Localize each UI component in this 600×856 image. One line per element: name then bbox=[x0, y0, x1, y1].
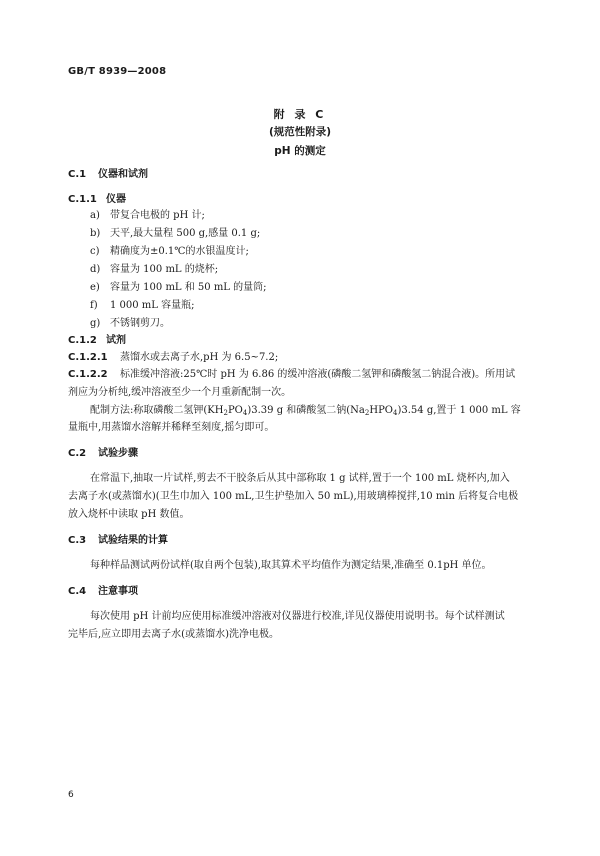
annex-title: 附 录 C bbox=[273, 108, 327, 121]
clause-text: 标准缓冲溶液:25℃时 pH 为 6.86 的缓冲溶液(磷酸二氢钾和磷酸氢二钠混合液)。所用试 bbox=[120, 369, 516, 380]
section-number: C.1 bbox=[68, 169, 87, 180]
section-c2-heading bbox=[68, 447, 138, 461]
list-item bbox=[90, 263, 218, 277]
paragraph-line: 在常温下,抽取一片试样,剪去不干胶条后从其中部称取 1 g 试样,置于一个 100 mL 烧杯内,加入 bbox=[90, 473, 510, 484]
section-c12-heading bbox=[68, 334, 126, 348]
prep-text: )3.54 g,置于 1 000 mL 容 bbox=[397, 405, 521, 416]
section-title: 仪器 bbox=[106, 194, 126, 205]
list-item bbox=[90, 281, 267, 295]
clause-number: C.1.2.2 bbox=[68, 369, 108, 380]
section-title: 试剂 bbox=[106, 335, 126, 346]
subscript: 4 bbox=[393, 409, 398, 417]
prep-text: HPO bbox=[369, 405, 394, 416]
section-c1-heading bbox=[68, 168, 148, 182]
clause-number: C.1.2.1 bbox=[68, 352, 108, 363]
list-item-label: c) bbox=[90, 246, 100, 257]
section-c11-heading bbox=[68, 193, 126, 207]
section-title: 仪器和试剂 bbox=[98, 169, 148, 180]
section-c3-heading bbox=[68, 534, 168, 548]
section-c4-heading bbox=[68, 585, 138, 599]
paragraph-line: 放入烧杯中读取 pH 数值。 bbox=[68, 509, 190, 520]
list-item bbox=[90, 299, 194, 313]
clause-text-continued: 剂应为分析纯,缓冲溶液至少一个月重新配制一次。 bbox=[68, 387, 292, 398]
annex-subject: pH 的测定 bbox=[274, 145, 326, 157]
clause-c121 bbox=[68, 351, 278, 365]
list-item-text: 精确度为±0.1℃的水银温度计; bbox=[110, 246, 249, 257]
list-item-text: 容量为 100 mL 和 50 mL 的量筒; bbox=[110, 282, 267, 293]
prep-text: )3.39 g 和磷酸氢二钠(Na bbox=[247, 405, 365, 416]
page-number: 6 bbox=[68, 790, 74, 800]
list-item bbox=[90, 209, 205, 223]
section-number: C.1.2 bbox=[68, 335, 97, 346]
prep-text: PO bbox=[227, 405, 243, 416]
section-number: C.1.1 bbox=[68, 194, 97, 205]
preparation-method bbox=[90, 404, 521, 420]
clause-text: 蒸馏水或去离子水,pH 为 6.5~7.2; bbox=[120, 352, 279, 363]
list-item-label: a) bbox=[90, 210, 100, 221]
subscript: 2 bbox=[364, 409, 370, 417]
paragraph-line: 完毕后,应立即用去离子水(或蒸馏水)洗净电极。 bbox=[68, 629, 279, 640]
section-title: 试验步骤 bbox=[98, 448, 138, 459]
list-item-text: 带复合电极的 pH 计; bbox=[110, 210, 205, 221]
standard-code: GB/T 8939—2008 bbox=[68, 66, 167, 77]
list-item-label: b) bbox=[90, 228, 101, 239]
paragraph-line: 每种样品测试两份试样(取自两个包装),取其算术平均值作为测定结果,准确至 0.1pH 单位。 bbox=[90, 560, 492, 571]
section-number: C.2 bbox=[68, 448, 87, 459]
list-item bbox=[90, 245, 249, 259]
list-item-text: 天平,最大量程 500 g,感量 0.1 g; bbox=[110, 228, 261, 239]
subscript: 4 bbox=[242, 409, 248, 417]
list-item-label: d) bbox=[90, 264, 101, 275]
list-item bbox=[90, 227, 260, 241]
list-item-text: 1 000 mL 容量瓶; bbox=[110, 300, 195, 311]
section-number: C.4 bbox=[68, 586, 87, 597]
list-item-label: f) bbox=[90, 300, 98, 311]
list-item-label: g) bbox=[90, 318, 101, 329]
preparation-method-continued: 量瓶中,用蒸馏水溶解并稀释至刻度,摇匀即可。 bbox=[68, 422, 275, 433]
paragraph-line: 去离子水(或蒸馏水)(卫生巾加入 100 mL,卫生护垫加入 50 mL),用玻璃棒搅拌,10 min 后将复合电极 bbox=[68, 491, 519, 502]
section-title: 试验结果的计算 bbox=[98, 535, 168, 546]
clause-c122 bbox=[68, 368, 515, 382]
list-item-text: 不锈钢剪刀。 bbox=[110, 318, 170, 329]
list-item bbox=[90, 317, 170, 331]
prep-text: 配制方法:称取磷酸二氢钾(KH bbox=[90, 405, 224, 416]
section-title: 注意事项 bbox=[98, 586, 138, 597]
section-number: C.3 bbox=[68, 535, 87, 546]
list-item-label: e) bbox=[90, 282, 100, 293]
subscript: 2 bbox=[223, 409, 228, 417]
paragraph-line: 每次使用 pH 计前均应使用标准缓冲溶液对仪器进行校准,详见仪器使用说明书。每个试样测试 bbox=[90, 611, 505, 622]
list-item-text: 容量为 100 mL 的烧杯; bbox=[110, 264, 219, 275]
annex-type: (规范性附录) bbox=[268, 126, 332, 138]
